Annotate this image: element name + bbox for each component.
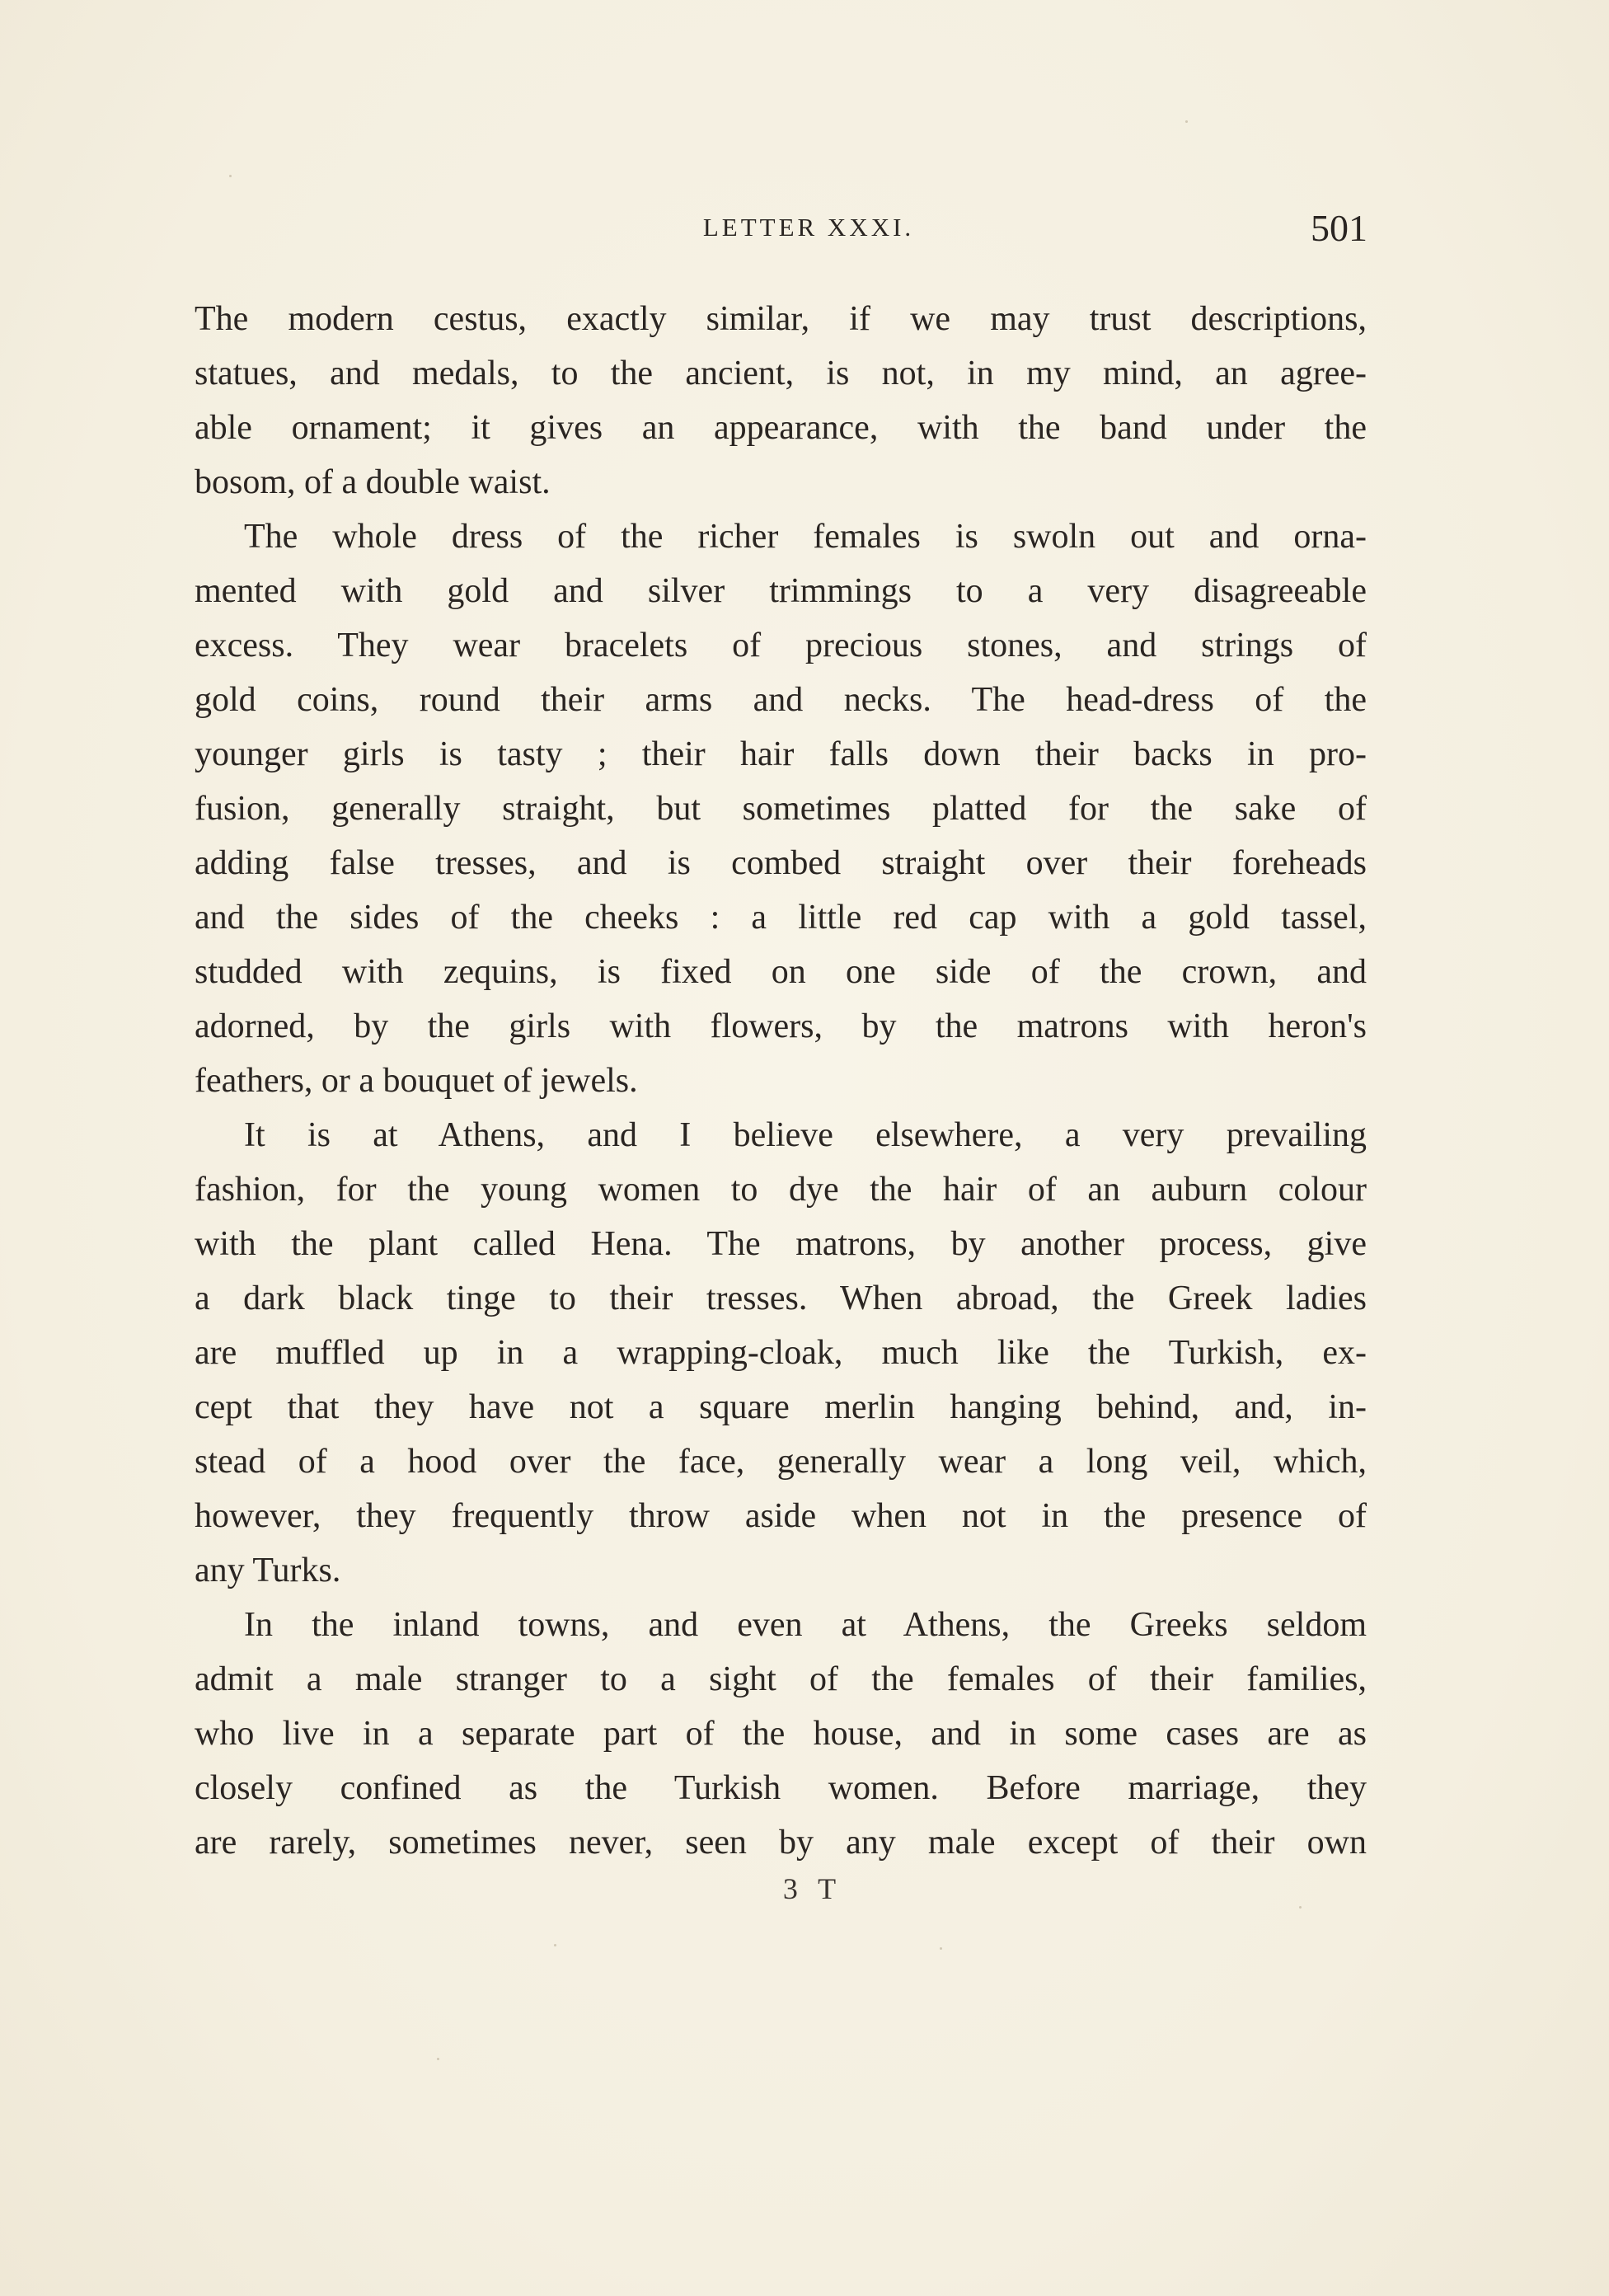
text-line: stead of a hood over the face, generally wear a long veil, which,: [195, 1443, 1367, 1481]
paper-speck: [554, 1944, 556, 1946]
paper-speck: [940, 1947, 942, 1950]
text-line: It is at Athens, and I believe elsewhere, a very prevailing: [244, 1116, 1367, 1154]
running-title: LETTER XXXI.: [702, 213, 915, 242]
text-line: admit a male stranger to a sight of the females of their families,: [195, 1660, 1367, 1698]
text-line: mented with gold and silver trimmings to a very disagreeable: [195, 572, 1367, 610]
text-line: who live in a separate part of the house, and in some cases are as: [195, 1715, 1367, 1753]
signature-mark: 3 T: [782, 1872, 843, 1905]
text-line: with the plant called Hena. The matrons, by another process, give: [195, 1225, 1367, 1263]
text-line: In the inland towns, and even at Athens, the Greeks seldom: [244, 1606, 1367, 1644]
text-line: adding false tresses, and is combed straight over their foreheads: [195, 844, 1367, 882]
text-line: are rarely, sometimes never, seen by any male except of their own: [195, 1824, 1367, 1862]
text-line: however, they frequently throw aside when not in the presence of: [195, 1497, 1367, 1535]
paper-speck: [1185, 120, 1188, 123]
text-line: adorned, by the girls with flowers, by the matrons with heron's: [195, 1007, 1367, 1045]
text-line: closely confined as the Turkish women. Before marriage, they: [195, 1769, 1367, 1807]
paper-speck: [437, 2058, 439, 2060]
page-number: 501: [1311, 207, 1367, 249]
body-text: [195, 292, 1367, 1870]
paper-speck: [229, 175, 232, 177]
text-line: studded with zequins, is fixed on one side of the crown, and: [195, 953, 1367, 991]
text-line: a dark black tinge to their tresses. When abroad, the Greek ladies: [195, 1279, 1367, 1317]
text-line: fusion, generally straight, but sometimes platted for the sake of: [195, 790, 1367, 828]
text-line: excess. They wear bracelets of precious stones, and strings of: [195, 627, 1367, 664]
text-line: able ornament; it gives an appearance, with the band under the: [195, 409, 1367, 447]
text-line: and the sides of the cheeks : a little red cap with a gold tassel,: [195, 899, 1367, 937]
text-line: bosom, of a double waist.: [195, 463, 551, 501]
text-line: feathers, or a bouquet of jewels.: [195, 1062, 638, 1100]
text-line: cept that they have not a square merlin hanging behind, and, in-: [195, 1388, 1367, 1426]
paper-speck: [1299, 1906, 1302, 1909]
text-line: younger girls is tasty ; their hair falls down their backs in pro-: [195, 735, 1367, 773]
text-line: The whole dress of the richer females is swoln out and orna-: [244, 518, 1367, 556]
text-line: fashion, for the young women to dye the hair of an auburn colour: [195, 1171, 1367, 1209]
text-line: gold coins, round their arms and necks. The head-dress of the: [195, 681, 1367, 719]
text-line: are muffled up in a wrapping-cloak, much like the Turkish, ex-: [195, 1334, 1367, 1372]
text-line: statues, and medals, to the ancient, is not, in my mind, an agree-: [195, 354, 1367, 392]
text-line: The modern cestus, exactly similar, if we may trust descriptions,: [195, 300, 1367, 338]
text-line: any Turks.: [195, 1552, 341, 1589]
